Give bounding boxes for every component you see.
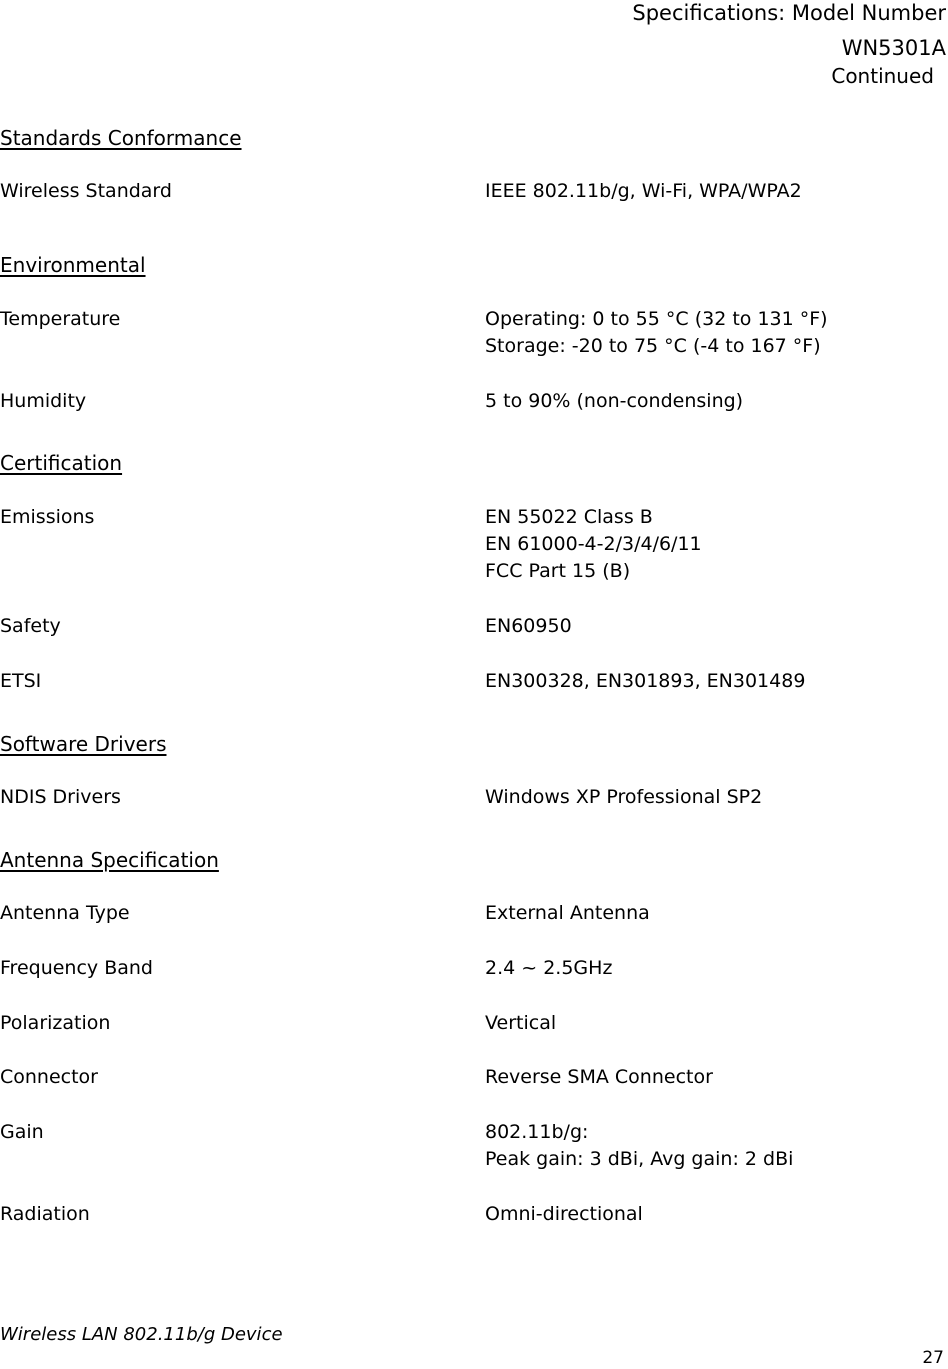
value-temperature-storage: Storage: -20 to 75 °C (-4 to 167 °F) <box>485 335 821 357</box>
label-wireless-standard: Wireless Standard <box>0 180 172 202</box>
header-spec-title: Specifications: Model Number <box>632 1 946 25</box>
value-ndis-drivers: Windows XP Professional SP2 <box>485 786 763 808</box>
value-connector: Reverse SMA Connector <box>485 1066 713 1088</box>
header-model-number: WN5301A <box>841 36 946 60</box>
label-frequency-band: Frequency Band <box>0 957 153 979</box>
section-title-certification: Certification <box>0 451 123 475</box>
value-temperature-operating: Operating: 0 to 55 °C (32 to 131 °F) <box>485 308 828 330</box>
value-emissions-line3: FCC Part 15 (B) <box>485 560 631 582</box>
value-wireless-standard: IEEE 802.11b/g, Wi-Fi, WPA/WPA2 <box>485 180 802 202</box>
value-gain-line2: Peak gain: 3 dBi, Avg gain: 2 dBi <box>485 1148 794 1170</box>
value-temperature <box>485 306 828 360</box>
section-title-environmental: Environmental <box>0 253 146 277</box>
value-polarization: Vertical <box>485 1012 557 1034</box>
value-emissions-line1: EN 55022 Class B <box>485 506 653 528</box>
section-title-antenna: Antenna Specification <box>0 848 219 872</box>
label-temperature: Temperature <box>0 308 121 330</box>
value-frequency-band: 2.4 ~ 2.5GHz <box>485 957 613 979</box>
value-humidity: 5 to 90% (non-condensing) <box>485 390 744 412</box>
section-title-software-drivers: Software Drivers <box>0 732 167 756</box>
page-number: 27 <box>922 1348 944 1368</box>
label-ndis-drivers: NDIS Drivers <box>0 786 121 808</box>
label-polarization: Polarization <box>0 1012 111 1034</box>
label-gain: Gain <box>0 1121 44 1143</box>
value-emissions <box>485 504 702 585</box>
section-title-standards: Standards Conformance <box>0 126 242 150</box>
label-emissions: Emissions <box>0 506 95 528</box>
value-safety: EN60950 <box>485 615 572 637</box>
footer-device-title: Wireless LAN 802.11b/g Device <box>0 1324 283 1345</box>
label-connector: Connector <box>0 1066 98 1088</box>
value-radiation: Omni-directional <box>485 1203 643 1225</box>
value-gain-line1: 802.11b/g: <box>485 1121 589 1143</box>
value-antenna-type: External Antenna <box>485 902 650 924</box>
label-humidity: Humidity <box>0 390 87 412</box>
value-gain <box>485 1119 793 1173</box>
label-safety: Safety <box>0 615 61 637</box>
label-etsi: ETSI <box>0 670 42 692</box>
value-etsi: EN300328, EN301893, EN301489 <box>485 670 806 692</box>
label-radiation: Radiation <box>0 1203 90 1225</box>
value-emissions-line2: EN 61000-4-2/3/4/6/11 <box>485 533 702 555</box>
label-antenna-type: Antenna Type <box>0 902 130 924</box>
header-continued: Continued <box>831 64 934 88</box>
